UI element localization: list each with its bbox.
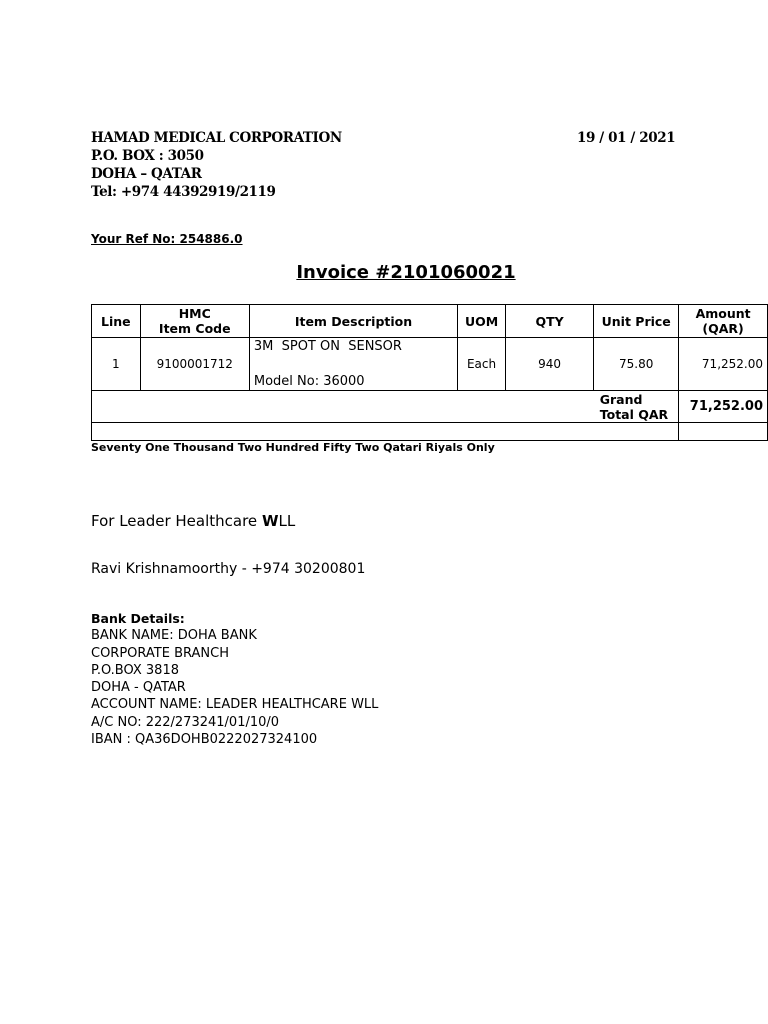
company-pobox: P.O. BOX : 3050 <box>91 148 204 164</box>
contact-person: Ravi Krishnamoorthy - +974 30200801 <box>91 561 366 577</box>
bank-account-name: ACCOUNT NAME: LEADER HEALTHCARE WLL <box>91 697 379 713</box>
for-company-prefix: For Leader Healthcare <box>91 512 262 530</box>
invoice-items-table <box>91 304 768 441</box>
company-tel: Tel: +974 44392919/2119 <box>91 184 276 200</box>
col-header-uom-label: UOM <box>464 313 499 329</box>
invoice-date: 19 / 01 / 2021 <box>577 130 676 146</box>
empty-row <box>92 423 768 441</box>
for-company-w: W <box>261 512 279 530</box>
col-header-description-label: Item Description <box>294 313 413 329</box>
col-header-amount-line2: (QAR) <box>702 321 744 336</box>
col-header-qty <box>505 305 593 338</box>
col-header-item-code-line2: Item Code <box>158 321 231 336</box>
col-header-uom <box>458 305 506 338</box>
for-company-suffix: LL <box>278 512 296 530</box>
table-header-row <box>92 305 768 338</box>
bank-account-number: A/C NO: 222/273241/01/10/0 <box>91 714 280 730</box>
col-header-line-label: Line <box>101 313 131 329</box>
for-company-line <box>91 512 295 530</box>
grand-total-label-line1: Grand <box>599 391 643 407</box>
col-header-description <box>249 305 457 338</box>
bank-details-heading: Bank Details: <box>91 611 185 626</box>
col-header-qty-label: QTY <box>535 313 564 329</box>
grand-total-label-line2: Total QAR <box>599 406 669 422</box>
col-header-amount-line1: Amount <box>695 306 751 321</box>
bank-branch: CORPORATE BRANCH <box>91 645 229 661</box>
row-description <box>249 338 457 391</box>
empty-row-cell <box>92 423 679 441</box>
reference-number: Your Ref No: 254886.0 <box>91 232 243 246</box>
row-amount: 71,252.00 <box>679 338 768 391</box>
amount-in-words: Seventy One Thousand Two Hundred Fifty Two Qatari Riyals Only <box>91 441 495 454</box>
col-header-item-code <box>140 305 249 338</box>
grand-total-value: 71,252.00 <box>679 391 768 423</box>
col-header-unit-price <box>594 305 679 338</box>
row-model-number: Model No: 36000 <box>253 374 365 389</box>
company-name: HAMAD MEDICAL CORPORATION <box>91 130 342 146</box>
bank-name: BANK NAME: DOHA BANK <box>91 628 257 644</box>
col-header-amount <box>679 305 768 338</box>
bank-iban: IBAN : QA36DOHB0222027324100 <box>91 732 318 748</box>
bank-city: DOHA - QATAR <box>91 680 186 696</box>
row-unit-price: 75.80 <box>594 338 679 391</box>
col-header-item-code-line1: HMC <box>178 306 211 321</box>
grand-total-label <box>594 391 679 423</box>
row-line: 1 <box>92 338 141 391</box>
bank-details <box>91 610 378 748</box>
col-header-unit-price-label: Unit Price <box>601 313 671 329</box>
empty-row-amount-cell <box>679 423 768 441</box>
company-city: DOHA – QATAR <box>91 166 202 182</box>
invoice-title: Invoice #2101060021 <box>296 262 516 283</box>
table-row <box>92 338 768 391</box>
grand-total-row <box>92 391 768 423</box>
row-item-code: 9100001712 <box>140 338 249 391</box>
row-qty: 940 <box>505 338 593 391</box>
row-description-text: 3M SPOT ON SENSOR <box>253 339 402 354</box>
bank-pobox: P.O.BOX 3818 <box>91 662 179 678</box>
col-header-line <box>92 305 141 338</box>
row-uom: Each <box>458 338 506 391</box>
grand-total-spacer <box>92 391 594 423</box>
